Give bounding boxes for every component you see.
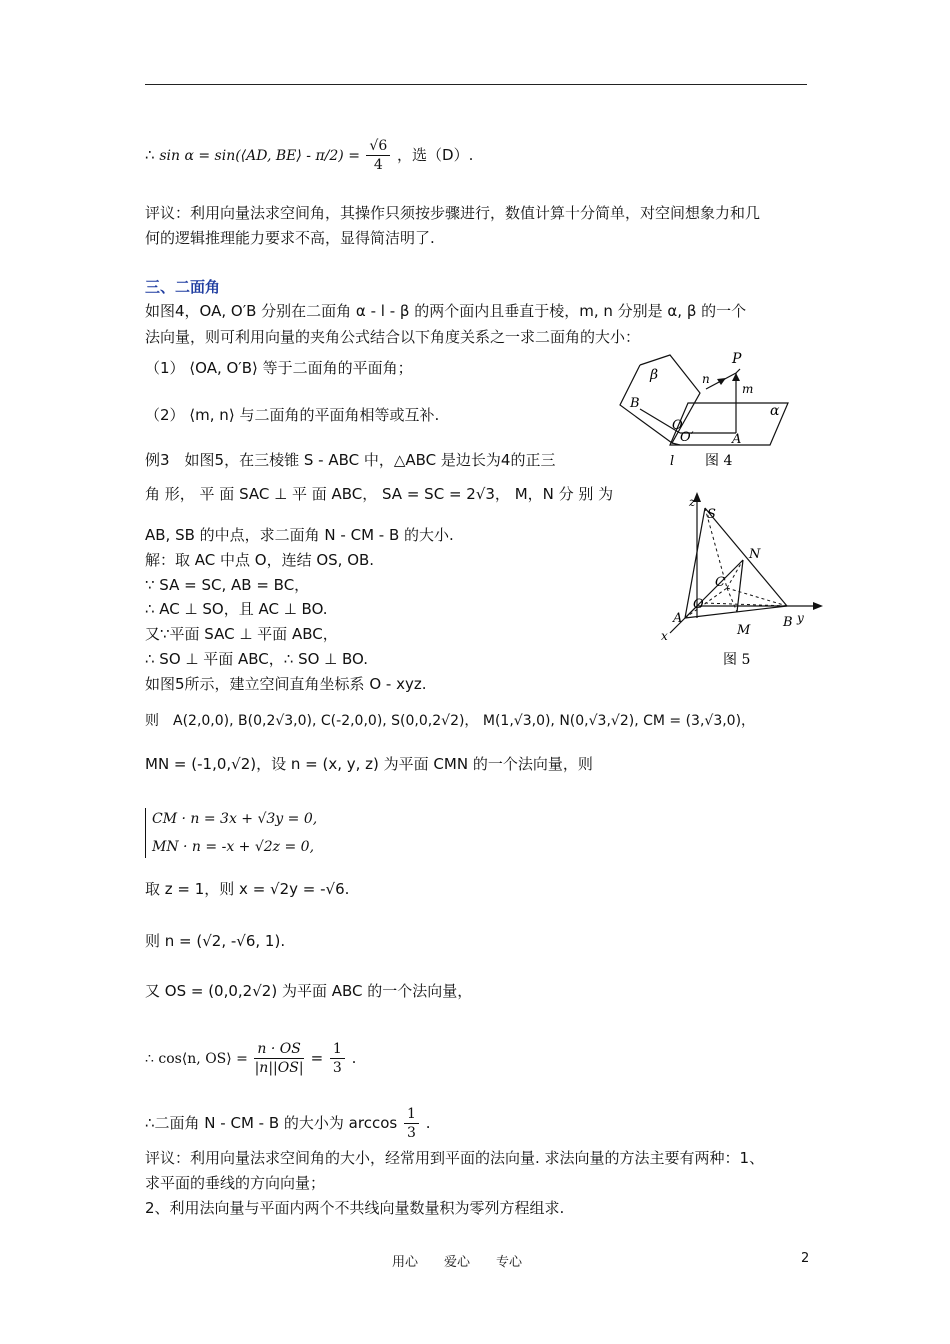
- equation-system: [145, 808, 317, 858]
- figure-4: [610, 345, 810, 473]
- fig4-label-l: l: [670, 454, 675, 469]
- fig5-label-a: A: [673, 611, 683, 626]
- fig4-label-alpha: α: [770, 403, 780, 419]
- cos-suffix: .: [351, 1049, 357, 1067]
- page-number: 2: [801, 1251, 810, 1266]
- comment1-line2: 何的逻辑推理能力要求不高，显得简洁明了.: [145, 229, 435, 247]
- sin-fraction: [366, 137, 390, 174]
- fig4-caption: 图 4: [705, 453, 733, 469]
- example-line2: 角 形， 平 面 SAC ⊥ 平 面 ABC， SA = SC = 2√3， M，N 分 别 为: [145, 485, 614, 503]
- fig5-label-y: y: [797, 611, 804, 625]
- answer-suffix: .: [425, 1114, 431, 1132]
- comment2-line2: 求平面的垂线的方向向量；: [145, 1174, 326, 1192]
- fig4-label-o: O: [672, 418, 683, 433]
- sin-suffix: ，选（D）.: [397, 146, 474, 164]
- sin-fraction-num: √6: [366, 137, 390, 156]
- fig5-edge-cm: [727, 588, 737, 612]
- solution-line1: 解：取 AC 中点 O，连结 OS, OB.: [145, 551, 375, 569]
- fig5-edge-sb: [705, 508, 787, 606]
- example-line3: AB, SB 的中点，求二面角 N - CM - B 的大小.: [145, 526, 454, 544]
- fig5-label-o: O: [693, 597, 704, 612]
- footer-center: 用心 爱心 专心: [392, 1255, 523, 1270]
- os-line: 又 OS = (0,0,2√2) 为平面 ABC 的一个法向量，: [145, 982, 473, 1000]
- header-rule: [145, 84, 807, 85]
- answer-fraction: [404, 1105, 419, 1142]
- answer-fraction-den: 3: [406, 1125, 416, 1141]
- fig5-arrow-y: [813, 602, 823, 610]
- equation-1: CM · n = 3x + √3y = 0,: [152, 811, 318, 827]
- fig5-edge-cb: [727, 588, 787, 606]
- mn-line: MN = (-1,0,√2)，设 n = (x, y, z) 为平面 CMN 的一个法向量，则: [145, 755, 593, 773]
- fig4-label-b: B: [630, 396, 640, 411]
- cos-fraction-den: |n||OS|: [254, 1060, 304, 1076]
- cos-fraction-num: n · OS: [254, 1040, 303, 1059]
- cos-result-den: 3: [332, 1060, 342, 1076]
- figure-5: [655, 488, 825, 670]
- intro-line2: 法向量，则可利用向量的夹角公式结合以下角度关系之一求二面角的大小：: [145, 328, 641, 346]
- fig5-label-n: N: [749, 547, 761, 562]
- sin-result-line: [145, 137, 473, 174]
- take-z-line: 取 z = 1，则 x = √2y = -√6.: [145, 880, 350, 898]
- item-1: （1） ⟨OA, O′B⟩ 等于二面角的平面角；: [145, 359, 413, 377]
- n-vector-line: 则 n = (√2, -√6, 1).: [145, 932, 286, 950]
- sin-prefix: ∴: [145, 146, 155, 164]
- fig5-label-b: B: [783, 615, 793, 630]
- fig5-label-s: S: [707, 507, 716, 522]
- fig5-label-c: C: [715, 575, 725, 590]
- answer-line: [145, 1105, 430, 1142]
- fig4-label-p: P: [732, 351, 742, 367]
- coordinates-line: 则 A(2,0,0), B(0,2√3,0), C(-2,0,0), S(0,0,2√2)， M(1,√3,0), N(0,√3,√2), CM = (3,√3,0)，: [145, 713, 756, 729]
- answer-fraction-num: 1: [404, 1105, 419, 1124]
- item-2: （2） ⟨m, n⟩ 与二面角的平面角相等或互补.: [145, 406, 440, 424]
- fig4-label-beta: β: [650, 367, 659, 383]
- section-title: 三、二面角: [145, 278, 221, 296]
- fig4-label-n: n: [702, 372, 710, 386]
- sin-fraction-den: 4: [373, 157, 383, 173]
- cos-fraction: [254, 1040, 303, 1077]
- solution-line6: 如图5所示，建立空间直角坐标系 O - xyz.: [145, 675, 427, 693]
- cos-line: [145, 1040, 356, 1077]
- comment1-line1: 评议：利用向量法求空间角，其操作只须按步骤进行，数值计算十分简单，对空间想象力和几: [145, 204, 761, 222]
- fig4-arrow-n: [717, 378, 726, 385]
- solution-line2: ∵ SA = SC, AB = BC，: [145, 576, 310, 594]
- comment2-line1: 评议：利用向量法求空间角的大小，经常用到平面的法向量. 求法向量的方法主要有两种：1、: [145, 1149, 765, 1167]
- fig5-label-x: x: [661, 629, 668, 643]
- cos-prefix: ∴ cos⟨n, OS⟩ =: [145, 1051, 253, 1067]
- fig4-label-o-prime: O′: [680, 430, 694, 445]
- fig5-caption: 图 5: [723, 652, 751, 668]
- intro-line1: 如图4，OA, O′B 分别在二面角 α - l - β 的两个面内且垂直于棱，m, n 分别是 α, β 的一个: [145, 302, 747, 320]
- cos-result-num: 1: [330, 1040, 345, 1059]
- sin-expression: sin α = sin(⟨AD, BE⟩ - π/2) =: [159, 148, 365, 164]
- solution-line3: ∴ AC ⊥ SO，且 AC ⊥ BO.: [145, 600, 328, 618]
- fig4-label-a: A: [732, 432, 742, 447]
- equation-2: MN · n = -x + √2z = 0,: [152, 839, 315, 855]
- fig5-label-z: z: [689, 495, 696, 509]
- fig4-pointer-p: [736, 369, 740, 373]
- example-line1: 例3 如图5，在三棱锥 S - ABC 中，△ABC 是边长为4的正三: [145, 451, 556, 469]
- answer-prefix: ∴二面角 N - CM - B 的大小为 arccos: [145, 1114, 398, 1132]
- fig4-label-m: m: [742, 382, 754, 396]
- fig5-label-m: M: [737, 623, 751, 638]
- cos-result-fraction: [330, 1040, 345, 1077]
- cos-mid: =: [310, 1049, 328, 1067]
- comment2-line3: 2、利用法向量与平面内两个不共线向量数量积为零列方程组求.: [145, 1199, 565, 1217]
- solution-line5: ∴ SO ⊥ 平面 ABC，∴ SO ⊥ BO.: [145, 650, 369, 668]
- solution-line4: 又∵平面 SAC ⊥ 平面 ABC，: [145, 625, 338, 643]
